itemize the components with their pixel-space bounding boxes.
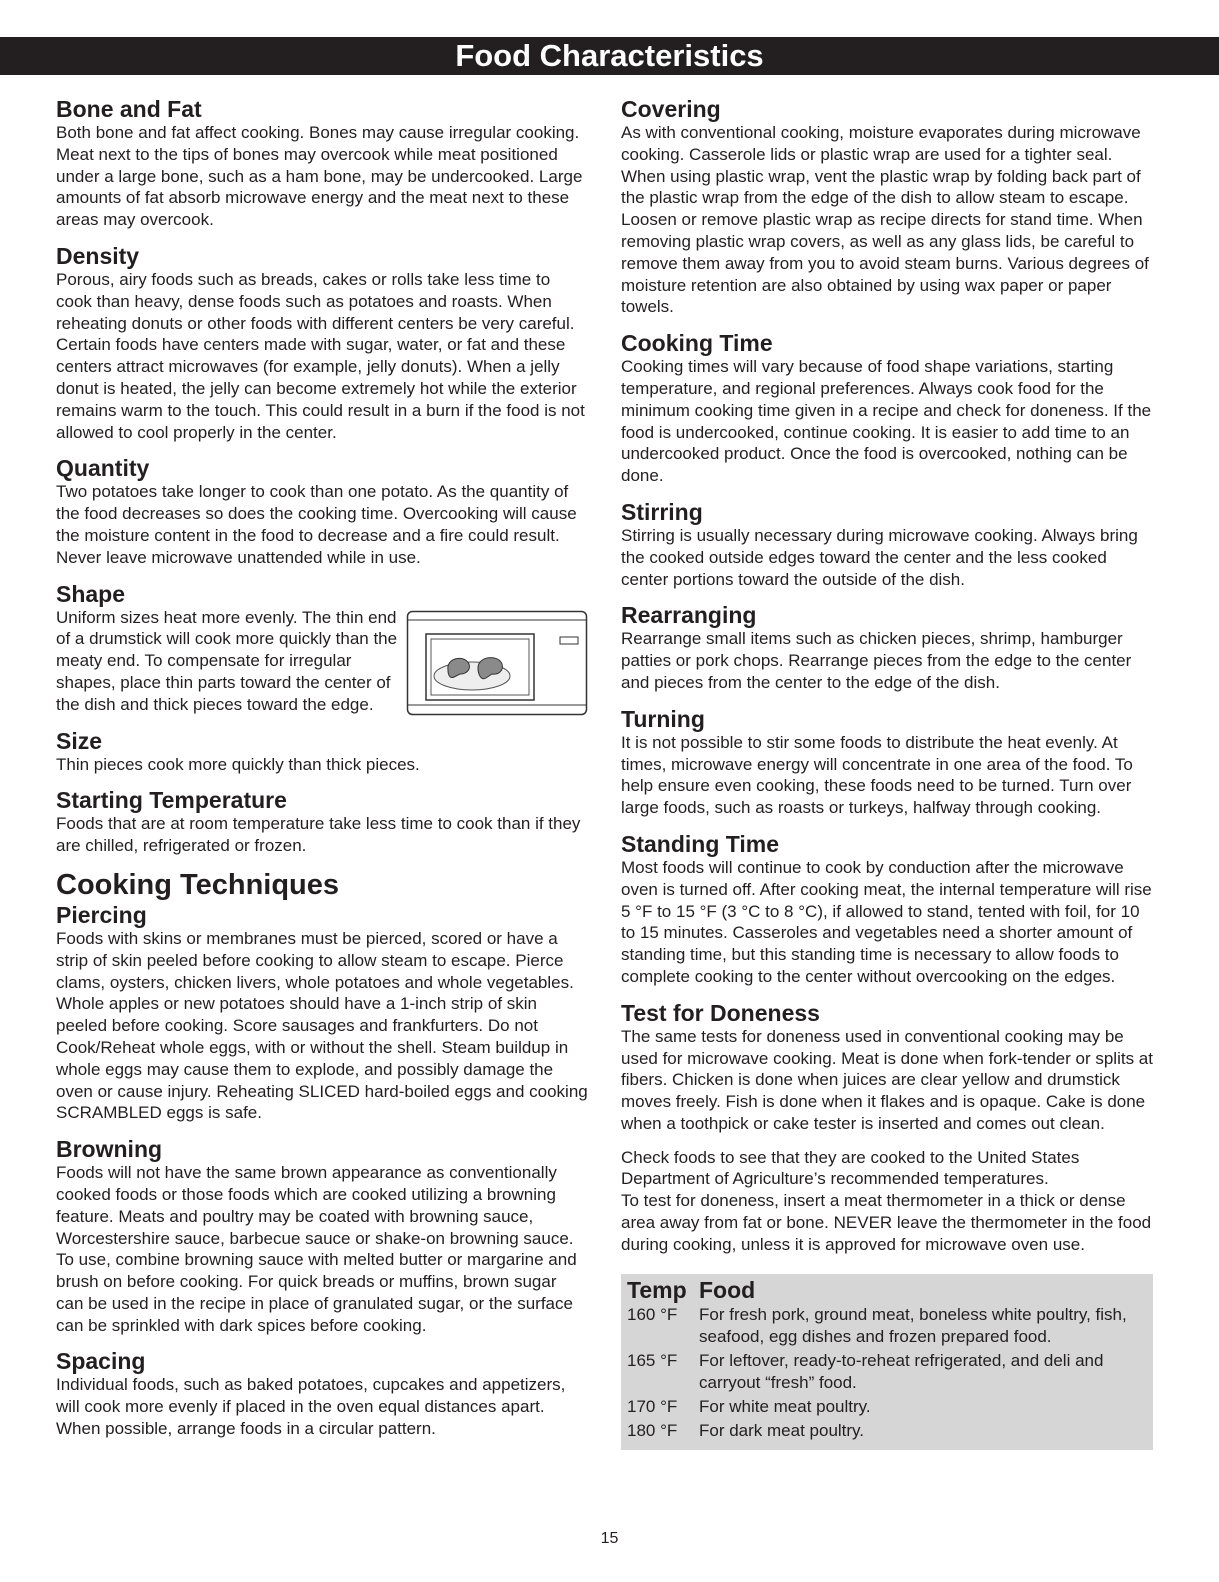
temperature-table-header xyxy=(627,1276,1147,1304)
heading-browning: Browning xyxy=(56,1136,163,1163)
table-cell-food: For leftover, ready-to-reheat refrigerated, and deli and carryout “fresh” food. xyxy=(699,1350,1104,1392)
table-cell-temp: 165 °F xyxy=(627,1350,678,1370)
heading-density: Density xyxy=(56,242,140,269)
text-browning: Foods will not have the same brown appearance as conventionally cooked foods or those foods which are cooked utilizing a browning feature. Meats and poultry may be coated with browning sauce, Worcestershire sauce, barbecue sauce or shake-on browning sauce. To use, combine browning sauce with melted butter or margarine and brush on before cooking. For quick breads or muffins, brown sugar can be used in the recipe in place of granulated sugar, or the surface can be sprinkled with dark spices before cooking. xyxy=(56,1163,577,1335)
text-cooking-time: Cooking times will vary because of food shape variations, starting temperature, and regional preferences. Always cook food for the minimum cooking time given in a recipe and check for doneness. If the food is undercooked, continue cooking. It is easier to add time to an undercooked product. Once the food is overcooked, nothing can be done. xyxy=(621,357,1152,486)
section-spacing xyxy=(56,1348,588,1439)
section-piercing xyxy=(56,902,588,1124)
table-cell-temp: 180 °F xyxy=(627,1420,678,1440)
heading-starting-temp: Starting Temperature xyxy=(56,787,287,814)
text-density: Porous, airy foods such as breads, cakes or rolls take less time to cook than heavy, dense foods such as potatoes and roasts. When reheating donuts or other foods with different centers be very careful. Certain foods have centers made with sugar, water, or fat and these centers attract microwaves (for example, jelly donuts). When a jelly donut is heated, the jelly can become extremely hot while the exterior remains warm to the touch. This could result in a burn if the food is not allowed to cool properly in the center. xyxy=(56,269,585,442)
heading-quantity: Quantity xyxy=(56,455,150,482)
text-doneness-check: Check foods to see that they are cooked to the United States Department of Agriculture’s recommended temperatures. xyxy=(621,1147,1080,1189)
temperature-table xyxy=(621,1274,1153,1450)
heading-turning: Turning xyxy=(621,705,705,732)
table-cell-food: For white meat poultry. xyxy=(699,1396,871,1416)
text-bone-fat: Both bone and fat affect cooking. Bones may cause irregular cooking. Meat next to the tips of bones may overcook while meat positioned under a large bone, such as a ham bone, may be undercooked. Large amounts of fat absorb microwave energy and the meat next to these areas may overcook. xyxy=(56,123,583,230)
table-row xyxy=(627,1350,1147,1394)
text-rearranging: Rearrange small items such as chicken pieces, shrimp, hamburger patties or pork chops. Rearrange pieces from the edge to the center and pieces from the center to the edge of the dish. xyxy=(621,629,1132,692)
section-standing-time xyxy=(621,831,1153,988)
section-shape xyxy=(56,581,588,716)
text-stirring: Stirring is usually necessary during microwave cooking. Always bring the cooked outside edges toward the center and the less cooked center portions toward the outside of the dish. xyxy=(621,525,1138,589)
section-rearranging xyxy=(621,602,1153,693)
table-cell-food: For fresh pork, ground meat, boneless white poultry, fish, seafood, egg dishes and frozen prepared food. xyxy=(699,1304,1127,1346)
heading-cooking-time: Cooking Time xyxy=(621,330,773,357)
microwave-drumstick-illustration xyxy=(406,610,588,716)
heading-doneness: Test for Doneness xyxy=(621,999,820,1026)
header-food: Food xyxy=(699,1276,756,1303)
heading-standing-time: Standing Time xyxy=(621,830,780,857)
text-doneness: The same tests for doneness used in conventional cooking may be used for microwave cooking. Meat is done when fork-tender or splits at fibers. Chicken is done when juices are clear yellow and drumstick moves freely. Fish is done when it flakes and is opaque. Cake is done when a toothpick or cake tester is inserted and comes out clean. xyxy=(621,1026,1153,1133)
right-column xyxy=(621,96,1153,1450)
heading-bone-fat: Bone and Fat xyxy=(56,96,202,122)
section-browning xyxy=(56,1136,588,1336)
control-panel-display xyxy=(560,637,578,644)
section-bone-fat xyxy=(56,96,588,231)
heading-shape: Shape xyxy=(56,580,126,607)
table-cell-temp: 170 °F xyxy=(627,1396,678,1416)
heading-rearranging: Rearranging xyxy=(621,602,757,629)
text-quantity: Two potatoes take longer to cook than one potato. As the quantity of the food decreases so does the cooking time. Overcooking will cause the moisture content in the food to decrease and a fire could result. Never leave microwave unattended while in use. xyxy=(56,482,577,567)
section-size xyxy=(56,728,588,776)
text-turning: It is not possible to stir some foods to distribute the heat evenly. At times, microwave energy will concentrate in one area of the food. To help ensure even cooking, these foods need to be turned. Turn over large foods, such as roasts or turkeys, halfway through cooking. xyxy=(621,732,1133,818)
heading-size: Size xyxy=(56,727,103,754)
header-temp: Temp xyxy=(627,1276,687,1303)
heading-cooking-techniques: Cooking Techniques xyxy=(56,868,340,901)
text-covering: As with conventional cooking, moisture evaporates during microwave cooking. Casserole lids or plastic wrap are used for a tighter seal. When using plastic wrap, vent the plastic wrap by folding back part of the plastic wrap from the edge of the dish to allow steam to escape. Loosen or remove plastic wrap as recipe directs for stand time. When removing plastic wrap covers, as well as any glass lids, be careful to remove them away from you to avoid steam burns. Various degrees of moisture retention are also obtained by using wax paper or paper towels. xyxy=(621,123,1149,317)
table-cell-temp: 160 °F xyxy=(627,1304,678,1324)
page-banner xyxy=(0,37,1219,75)
text-doneness-thermometer: To test for doneness, insert a meat thermometer in a thick or dense area away from fat or bone. NEVER leave the thermometer in the food during cooking, unless it is approved for microwave oven use. xyxy=(621,1191,1152,1254)
section-stirring xyxy=(621,499,1153,590)
banner-title: Food Characteristics xyxy=(455,38,764,73)
section-covering xyxy=(621,96,1153,318)
section-starting-temp xyxy=(56,787,588,857)
table-row xyxy=(627,1396,1147,1418)
text-spacing: Individual foods, such as baked potatoes, cupcakes and appetizers, will cook more evenly if placed in the oven equal distances apart. When possible, arrange foods in a circular pattern. xyxy=(56,1375,566,1439)
text-shape: Uniform sizes heat more evenly. The thin end of a drumstick will cook more quickly than the meaty end. To compensate for irregular shapes, place thin parts toward the center of the dish and thick pieces toward the edge. xyxy=(56,607,398,714)
heading-piercing: Piercing xyxy=(56,901,147,928)
heading-stirring: Stirring xyxy=(621,498,703,525)
table-row xyxy=(627,1420,1147,1442)
section-quantity xyxy=(56,455,588,568)
text-starting-temp: Foods that are at room temperature take less time to cook than if they are chilled, refrigerated or frozen. xyxy=(56,814,581,856)
heading-covering: Covering xyxy=(621,96,721,122)
table-cell-food: For dark meat poultry. xyxy=(699,1420,865,1440)
heading-spacing: Spacing xyxy=(56,1348,146,1375)
table-row xyxy=(627,1304,1147,1348)
section-density xyxy=(56,243,588,443)
page-number: 15 xyxy=(600,1530,619,1547)
text-size: Thin pieces cook more quickly than thick pieces. xyxy=(56,754,420,774)
section-cooking-time xyxy=(621,330,1153,487)
text-piercing: Foods with skins or membranes must be pierced, scored or have a strip of skin peeled before cooking to allow steam to escape. Pierce clams, oysters, chicken livers, whole potatoes and whole vegetables. Whole apples or new potatoes should have a 1-inch strip of skin peeled before cooking. Score sausages and frankfurters. Do not Cook/Reheat whole eggs, with or without the shell. Steam buildup in whole eggs may cause them to explode, and possibly damage the oven or cause injury. Reheating SLICED hard-boiled eggs and cooking SCRAMBLED eggs is safe. xyxy=(56,928,588,1123)
section-turning xyxy=(621,706,1153,819)
left-column xyxy=(56,96,588,1452)
text-standing-time: Most foods will continue to cook by conduction after the microwave oven is turned off. After cooking meat, the internal temperature will rise 5 °F to 15 °F (3 °C to 8 °C), if allowed to stand, tented with foil, for 10 to 15 minutes. Casseroles and vegetables need a shorter amount of standing time, but this standing time is necessary to allow foods to complete cooking to the center without overcooking on the edges. xyxy=(621,857,1152,986)
section-doneness xyxy=(621,1000,1153,1256)
